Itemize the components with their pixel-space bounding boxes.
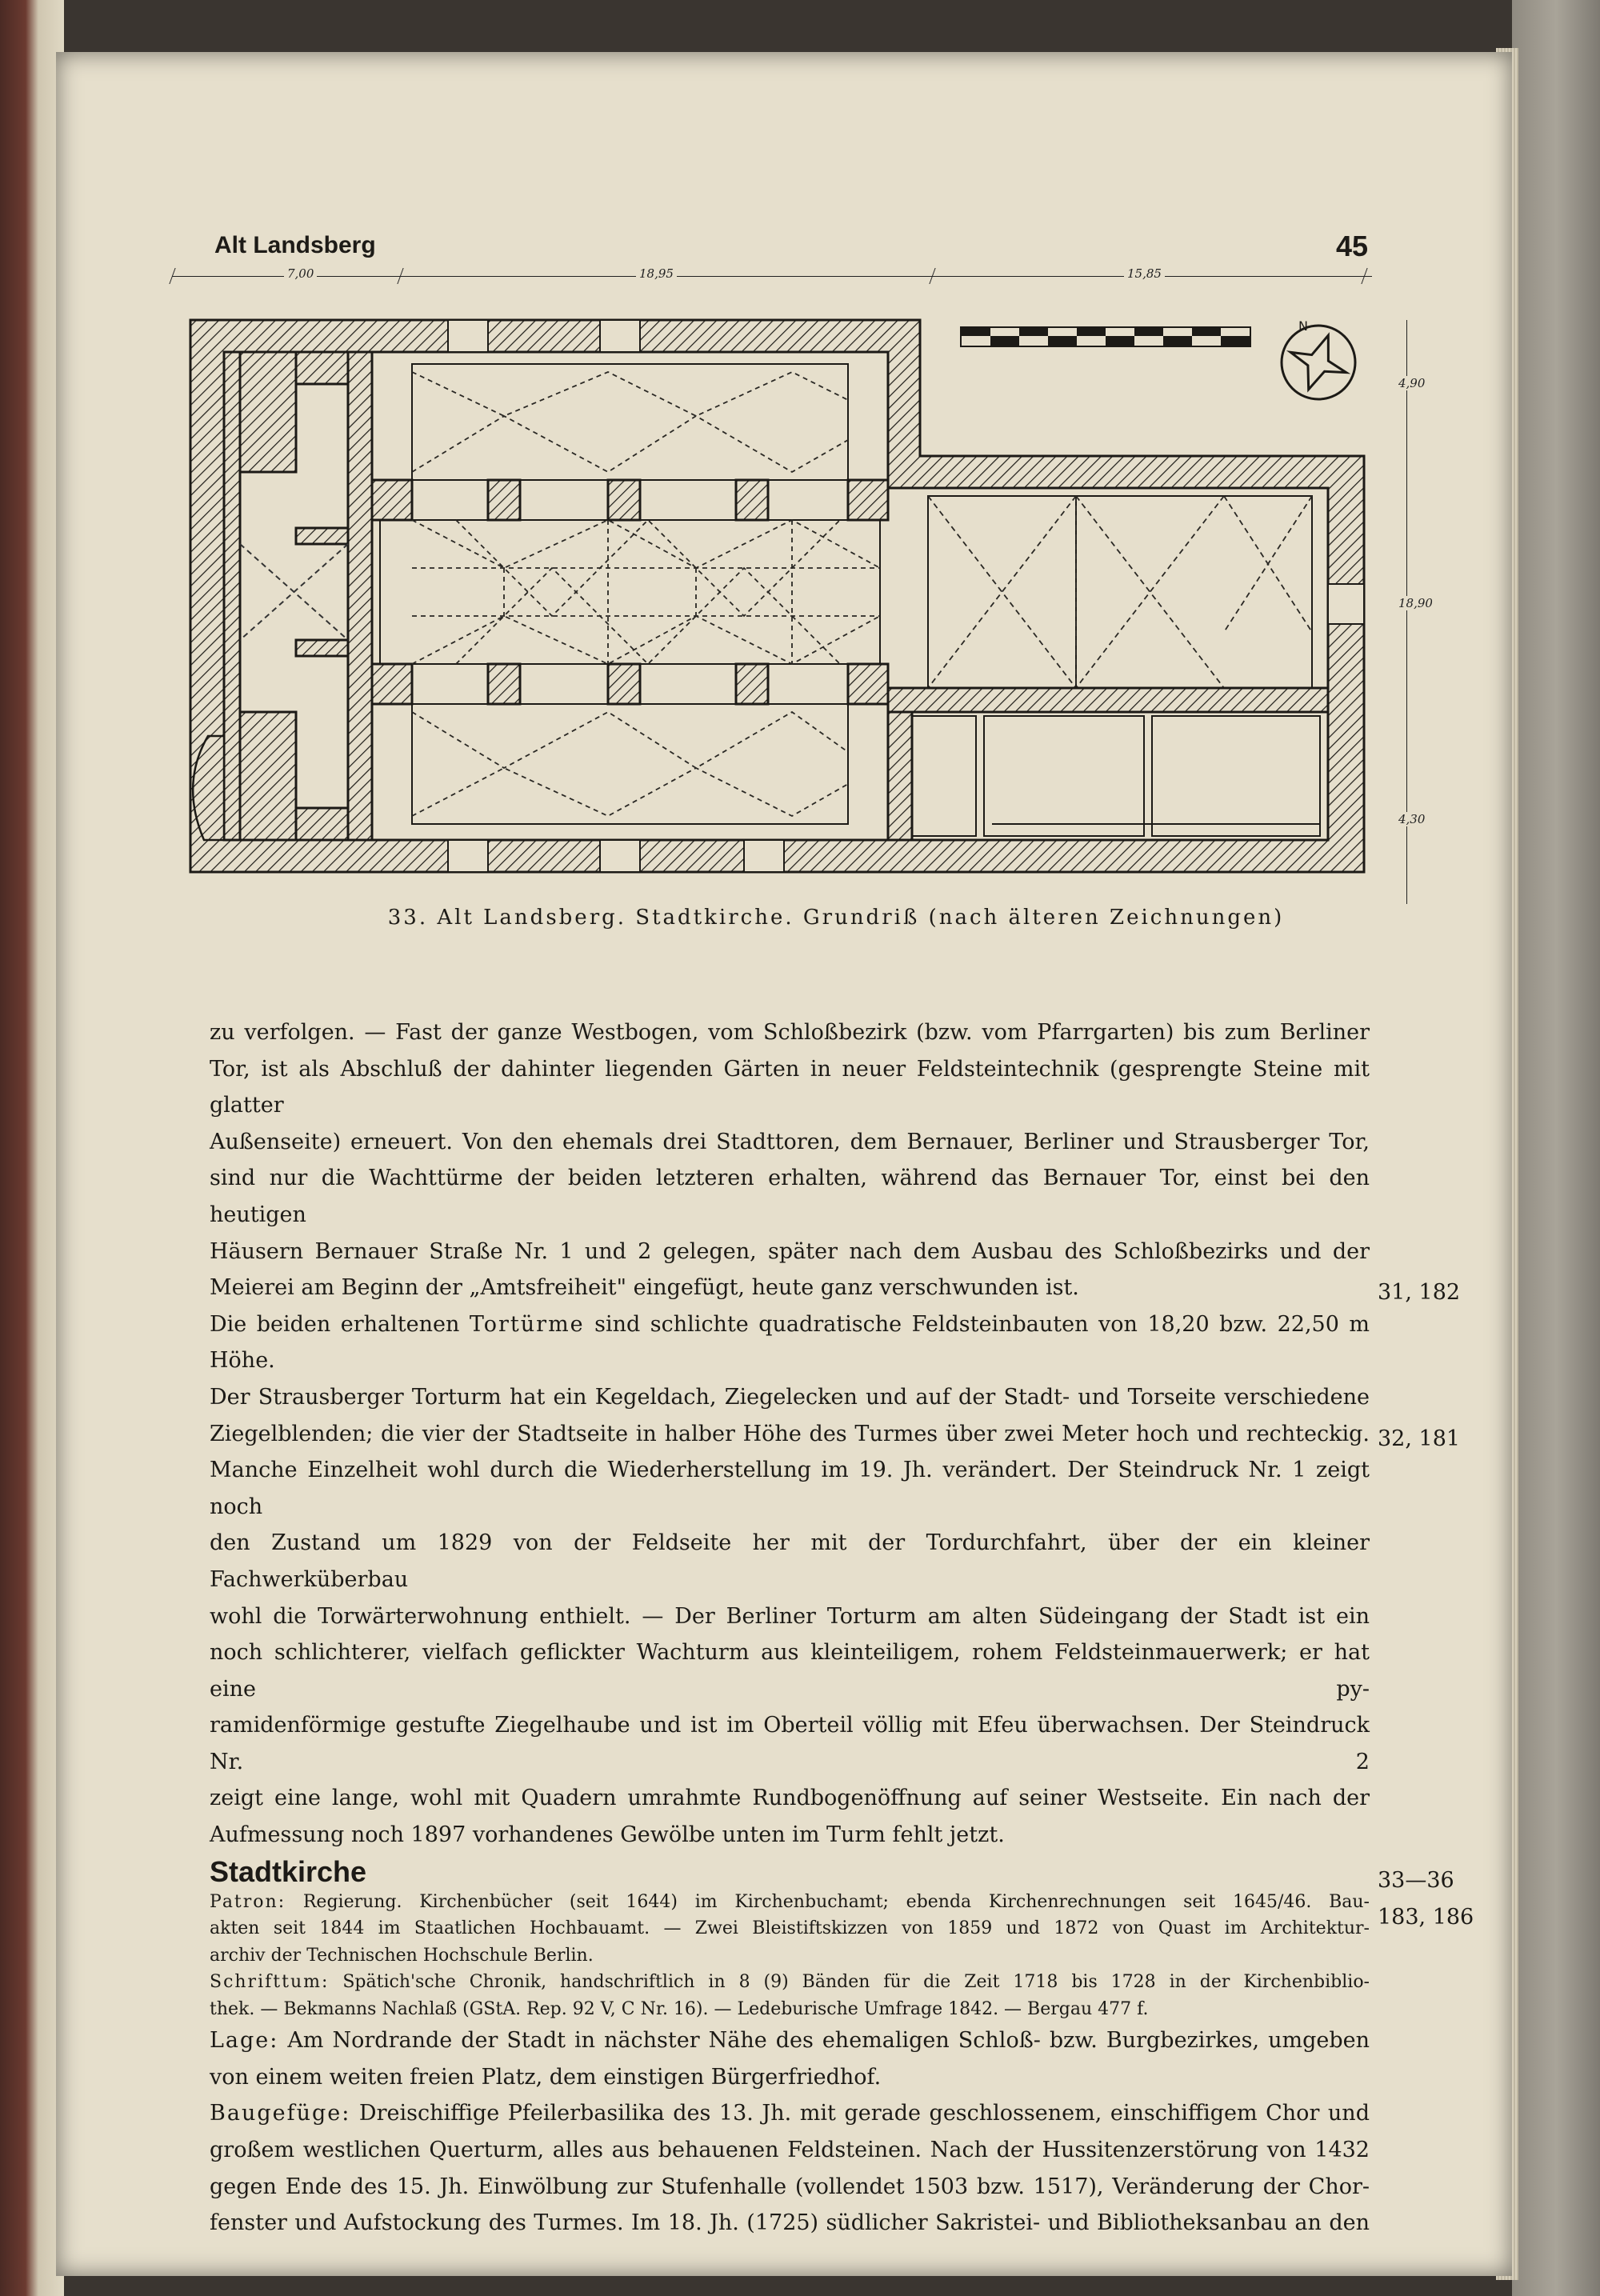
text-line bbox=[210, 2095, 1370, 2132]
book-cover-edge bbox=[1512, 0, 1600, 2296]
net-vaults bbox=[412, 372, 880, 816]
text-line: ramidenförmige gestufte Ziegelhaube und ist im Oberteil völlig mit Efeu überwachsen. Der Steindruck Nr. 2 bbox=[210, 1713, 1370, 1774]
text-line: archiv der Technischen Hochschule Berlin. bbox=[210, 1945, 594, 1966]
text-line: thek. — Bekmanns Nachlaß (GStA. Rep. 92 V, C Nr. 16). — Ledeburische Umfrage 1842. — Bergau 477 f. bbox=[210, 1998, 1149, 2019]
text-line: zu verfolgen. — Fast der ganze Westbogen, vom Schloßbezirk (bzw. vom Pfarrgarten) bis zum Berliner bbox=[210, 1020, 1370, 1045]
church-floor-plan bbox=[184, 264, 1424, 896]
patron-label: Patron: bbox=[210, 1891, 286, 1912]
margin-note: 31, 182 bbox=[1378, 1280, 1461, 1305]
dimension-label-right-3: 4,30 bbox=[1398, 812, 1426, 826]
term-tortuerme: Tortürme bbox=[469, 1311, 585, 1337]
scale-bar-lower bbox=[960, 336, 1251, 347]
text-line: sind nur die Wachttürme der beiden letzteren erhalten, während das Bernauer Tor, einst bei den heutigen bbox=[210, 1166, 1370, 1227]
text-line: Meierei am Beginn der „Amtsfreiheit" eingefügt, heute ganz verschwunden ist. bbox=[210, 1275, 1079, 1301]
patron-block bbox=[210, 1889, 1370, 2023]
chancel-vaults bbox=[928, 496, 1312, 688]
figure-caption: 33. Alt Landsberg. Stadtkirche. Grundriß (nach älteren Zeichnungen) bbox=[387, 906, 1285, 930]
text-run: Dreischiffige Pfeilerbasilika des 13. Jh. mit gerade geschlossenem, einschiffigem Chor und bbox=[358, 2101, 1370, 2126]
text-line bbox=[210, 2022, 1370, 2059]
text-line: Der Strausberger Torturm hat ein Kegeldach, Ziegelecken und auf der Stadt- und Torseite verschiedene bbox=[210, 1384, 1370, 1410]
chancel-bays bbox=[928, 496, 1312, 688]
text-line: Häusern Bernauer Straße Nr. 1 und 2 gelegen, später nach dem Ausbau des Schloßbezirks und der bbox=[210, 1238, 1370, 1264]
running-title: Alt Landsberg bbox=[214, 232, 376, 258]
text-line: fenster und Aufstockung des Turmes. Im 18. Jh. (1725) südlicher Sakristei- und Bibliotheksanbau an den bbox=[210, 2210, 1370, 2236]
lage-label: Lage: bbox=[210, 2028, 279, 2054]
text-line bbox=[210, 1889, 1370, 1916]
dimension-label-1: 7,00 bbox=[284, 266, 317, 281]
text-line: Aufmessung noch 1897 vorhandenes Gewölbe unten im Turm fehlt jetzt. bbox=[210, 1822, 1005, 1848]
text-line: Tor, ist als Abschluß der dahinter liegenden Gärten in neuer Feldsteintechnik (gesprengte Steine mit glatter bbox=[210, 1056, 1370, 1118]
body-text bbox=[210, 1014, 1370, 2242]
margin-note: 32, 181 bbox=[1378, 1426, 1461, 1451]
dimension-label-2: 18,95 bbox=[636, 266, 677, 281]
dimension-label-3: 15,85 bbox=[1124, 266, 1165, 281]
text-line: den Zustand um 1829 von der Feldseite her mit der Tordurchfahrt, über der ein kleiner Fachwerküberbau bbox=[210, 1530, 1370, 1592]
annex-walls bbox=[888, 688, 1328, 840]
margin-note: 183, 186 bbox=[1378, 1905, 1474, 1930]
north-arrow-icon bbox=[1274, 316, 1362, 404]
text-line: Ziegelblenden; die vier der Stadtseite in halber Höhe des Turmes über zwei Meter hoch und rechteckig. bbox=[210, 1421, 1370, 1446]
annex-rooms bbox=[912, 716, 1320, 836]
text-run: sind schlichte quadratische Feldsteinbauten von 18,20 bzw. 22,50 m Höhe. bbox=[210, 1311, 1370, 1374]
dimension-label-right-1: 4,90 bbox=[1398, 376, 1426, 390]
text-line: akten seit 1844 im Staatlichen Hochbauamt. — Zwei Bleistiftskizzen von 1859 und 1872 von Quast im Architektur- bbox=[210, 1918, 1370, 1939]
book-binding bbox=[0, 0, 64, 2296]
text-line: gegen Ende des 15. Jh. Einwölbung zur Stufenhalle (vollendet 1503 bzw. 1517), Veränderung der Chor- bbox=[210, 2174, 1370, 2199]
compass-north-label: N bbox=[1298, 318, 1308, 334]
text-run: Die beiden erhaltenen bbox=[210, 1311, 460, 1337]
section-title: Stadtkirche bbox=[210, 1854, 367, 1888]
text-line: großem westlichen Querturm, alles aus behauenen Feldsteinen. Nach der Hussitenzerstörung von 1432 bbox=[210, 2137, 1370, 2162]
text-line: zeigt eine lange, wohl mit Quadern umrahmte Rundbogenöffnung auf seiner Westseite. Ein nach der bbox=[210, 1786, 1370, 1811]
nave-pillars bbox=[372, 480, 888, 704]
dimension-label-right-2: 18,90 bbox=[1398, 596, 1433, 610]
text-run: Regierung. Kirchenbücher (seit 1644) im Kirchenbuchamt; ebenda Kirchenrechnungen seit 1645/46. Bau- bbox=[302, 1891, 1370, 1912]
text-line: Außenseite) erneuert. Von den ehemals drei Stadttoren, dem Bernauer, Berliner und Strausberger Tor, bbox=[210, 1129, 1370, 1154]
text-line: von einem weiten freien Platz, dem einstigen Bürgerfriedhof. bbox=[210, 2064, 882, 2090]
baugefuege-label: Baugefüge: bbox=[210, 2101, 351, 2126]
text-run: Am Nordrande der Stadt in nächster Nähe des ehemaligen Schloß- bzw. Burgbezirkes, umgeben bbox=[287, 2028, 1370, 2054]
text-line: Manche Einzelheit wohl durch die Wiederherstellung im 19. Jh. verändert. Der Steindruck Nr. 1 zeigt noch bbox=[210, 1458, 1370, 1519]
text-line: wohl die Torwärterwohnung enthielt. — Der Berliner Torturm am alten Südeingang der Stadt ist ein bbox=[210, 1603, 1370, 1629]
tower-vault bbox=[240, 544, 348, 640]
text-run: Spätich'sche Chronik, handschriftlich in 8 (9) Bänden für die Zeit 1718 bis 1728 in der Kirchenbiblio- bbox=[342, 1972, 1370, 1993]
text-line bbox=[210, 1969, 1370, 1996]
nave-bays bbox=[380, 364, 880, 824]
schrifttum-label: Schrifttum: bbox=[210, 1972, 330, 1993]
text-line: noch schlichterer, vielfach geflickter Wachturm aus kleinteiligem, rohem Feldsteinmauerwerk; er hat eine py- bbox=[210, 1640, 1370, 1702]
text-line bbox=[210, 1306, 1370, 1379]
page-number: 45 bbox=[1336, 230, 1369, 262]
margin-note: 33—36 bbox=[1378, 1868, 1454, 1893]
